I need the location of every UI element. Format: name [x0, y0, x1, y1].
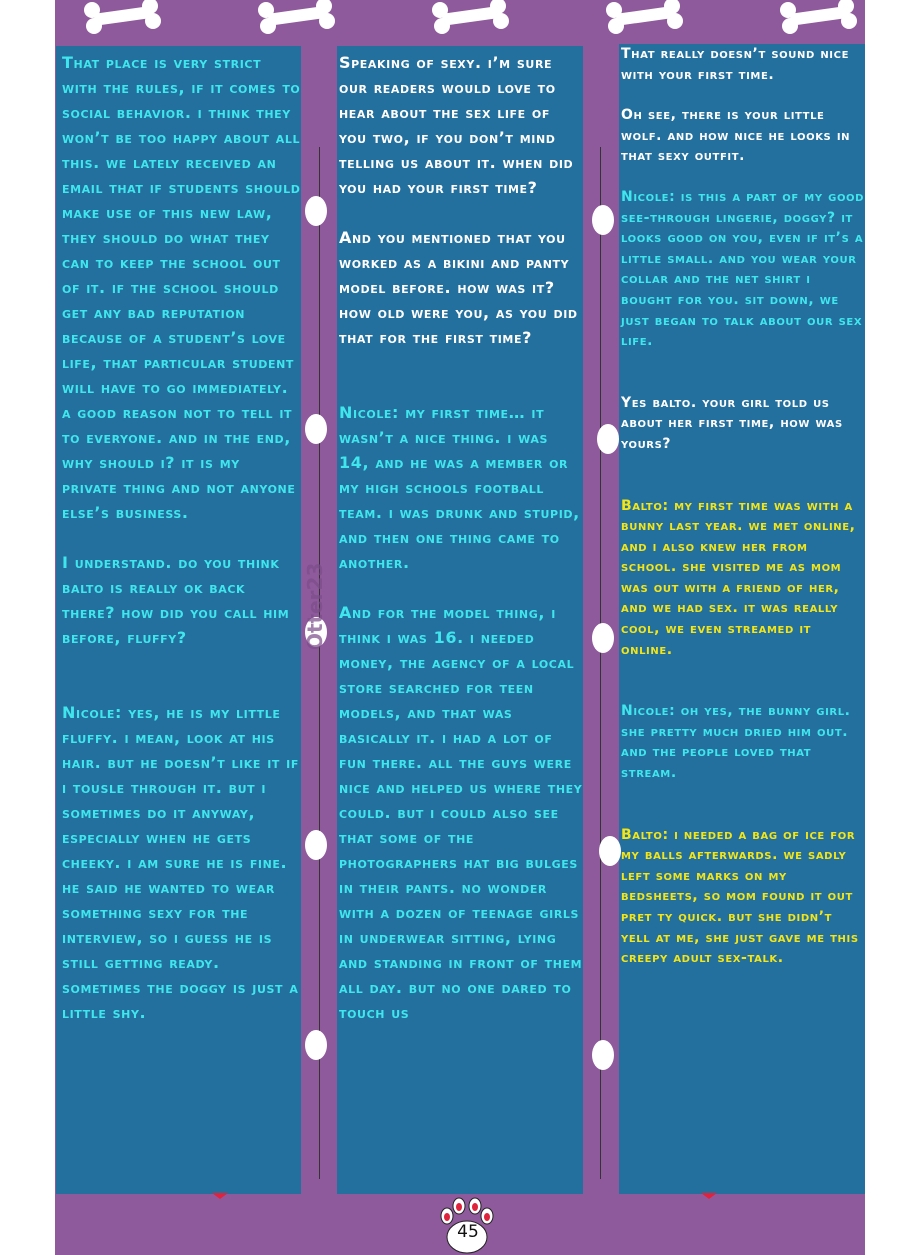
text-column-1: [56, 46, 301, 1194]
page-number: 45: [457, 1222, 479, 1242]
decoration: [701, 1193, 717, 1199]
text-column-3: [619, 44, 865, 1194]
paragraph: Balto: my first time was with a bunny last year. we met online, and i also knew her from school. she visited me as mom was out with a friend of her, and we had sex. it was really cool, we even streamed it online.: [621, 497, 856, 658]
decoration: [305, 1030, 327, 1060]
paragraph: Yes balto. your girl told us about her first time, how was yours?: [621, 394, 843, 452]
paragraph: Balto: i needed a bag of ice for my balls afterwards. we sadly left some marks on my bedsheets, so mom found it out pret ty quick. but she didn’t yell at me, she just gave me this creepy adult sex-talk.: [621, 826, 859, 967]
decoration: [212, 1193, 228, 1199]
column-divider: [600, 147, 601, 1179]
decoration: [305, 830, 327, 860]
paragraph: And for the model thing, i think i was 16. i needed money, the agency of a local store searched for teen models, and that was basically it. i had a lot of fun there. all the guys were nice and helped us where they could. but i could also see that some of the photographers hat big bulges in their pants. no wonder with a dozen of teenage girls in underwear sitting, lying and standing in front of them all day. but no one dared to touch us: [339, 603, 583, 1022]
decoration: [592, 1040, 614, 1070]
bone-icon: [82, 0, 162, 34]
paragraph: I understand. do you think balto is really ok back there? how did you call him before, fluffy?: [62, 553, 290, 647]
paragraph: Oh see, there is your little wolf. and how nice he looks in that sexy outfit.: [621, 107, 851, 165]
decoration: [592, 623, 614, 653]
paragraph: Nicole: yes, he is my little fluffy. i mean, look at his hair. but he doesn’t like it if i tousle through it. but i sometimes do it anyway, especially when he gets cheeky. i am sure he is fine. he said he wanted to wear something sexy for the interview, so i guess he is still getting ready. sometimes the doggy is just a little shy.: [62, 703, 299, 1022]
decoration: [592, 205, 614, 235]
column-divider: [319, 147, 320, 1179]
bone-icon: [604, 0, 684, 34]
text-column-2: [337, 46, 583, 1194]
bone-icon: [430, 0, 510, 34]
paragraph: And you mentioned that you worked as a bikini and panty model before. how was it? how old were you, as you did that for the first time?: [339, 228, 578, 347]
paragraph: Speaking of sexy. i’m sure our readers would love to hear about the sex life of you two, if you don’t mind telling us about it. when did you had your first time?: [339, 53, 574, 197]
paragraph: Nicole: is this a part of my good see-through lingerie, doggy? it looks good on you, even if it’s a little small. and you wear your collar and the net shirt i bought for you. sit down, we just began to talk about our sex life.: [621, 188, 865, 350]
decoration: [599, 836, 621, 866]
paragraph: Nicole: my first time… it wasn’t a nice thing. i was 14, and he was a member or my high schools football team. i was drunk and stupid, and then one thing came to another.: [339, 403, 580, 572]
decoration: [597, 424, 619, 454]
decoration: [305, 414, 327, 444]
bone-icon: [778, 0, 858, 34]
paragraph: That place is very strict with the rules, if it comes to social behavior. i think they won’t be too happy about all this. we lately received an email that if students should make use of this new law, they should do what they can to keep the school out of it. if the school should get any bad reputation because of a student’s love life, that particular student will have to go immediately. a good reason not to tell it to everyone. and in the end, why should i? it is my private thing and not anyone else’s business.: [62, 53, 301, 522]
paragraph: That really doesn’t sound nice with your first time.: [621, 46, 850, 83]
decoration: [305, 196, 327, 226]
paragraph: Nicole: oh yes, the bunny girl. she pretty much dried him out. and the people loved that stream.: [621, 703, 851, 782]
bone-icon: [256, 0, 336, 34]
watermark: Otter23: [303, 562, 327, 650]
